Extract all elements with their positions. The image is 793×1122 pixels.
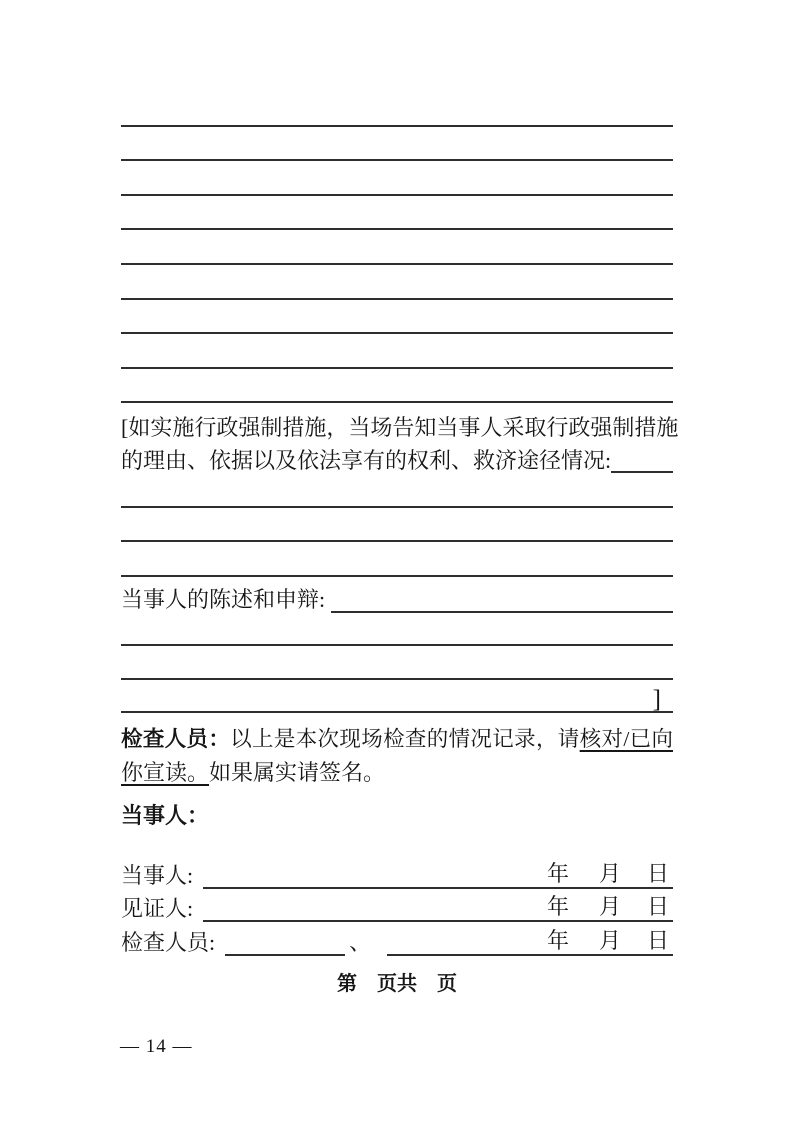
blank-line bbox=[121, 300, 673, 335]
ruled-lines-block-top bbox=[121, 92, 673, 403]
signature-label-witness: 见证人: bbox=[121, 896, 194, 921]
inspector-notice-label: 检查人员： bbox=[121, 727, 231, 751]
signature-label-inspectors: 检查人员: bbox=[121, 930, 216, 955]
month-label: 月 bbox=[598, 928, 621, 953]
signature-row-party bbox=[121, 856, 673, 889]
blank-line bbox=[121, 369, 673, 404]
year-label: 年 bbox=[546, 928, 569, 953]
blank-line bbox=[121, 646, 673, 679]
inspector-notice-text1: 以上是本次现场检查的情况记录，请 bbox=[230, 727, 580, 751]
signature-line-party bbox=[203, 861, 673, 889]
blank-line bbox=[121, 613, 673, 646]
ruled-lines-block-middle2 bbox=[121, 613, 673, 713]
blank-line bbox=[121, 92, 673, 127]
enforcement-clause-line2: 的理由、依据以及依法享有的权利、救济途径情况: bbox=[121, 448, 612, 473]
inspector-notice-line1 bbox=[121, 722, 673, 756]
party-heading: 当事人： bbox=[121, 803, 210, 828]
month-label: 月 bbox=[598, 861, 621, 886]
blank-line bbox=[121, 473, 673, 508]
signature-row-witness bbox=[121, 889, 673, 922]
month-label: 月 bbox=[598, 894, 621, 919]
blank-line bbox=[121, 127, 673, 162]
signature-line-inspector2 bbox=[387, 928, 673, 956]
inspector-notice-underlined1: 核对/已向 bbox=[579, 727, 673, 751]
inspector-notice-text2: 如果属实请签名。 bbox=[209, 760, 386, 785]
day-label: 日 bbox=[646, 928, 669, 953]
signature-line-inspector1 bbox=[225, 954, 345, 956]
inspector-notice-underlined2: 你宣读。 bbox=[121, 760, 210, 785]
blank-line bbox=[121, 542, 673, 577]
blank-line bbox=[121, 230, 673, 265]
year-label: 年 bbox=[546, 894, 569, 919]
enforcement-clause-line2-row bbox=[121, 448, 673, 473]
enforcement-clause-line1: [如实施行政强制措施，当场告知当事人采取行政强制措施 bbox=[121, 415, 679, 440]
inspector-separator: 、 bbox=[349, 930, 372, 955]
signature-line-witness bbox=[203, 894, 673, 922]
blank-line bbox=[121, 680, 673, 713]
year-label: 年 bbox=[546, 861, 569, 886]
statement-label: 当事人的陈述和申辩: bbox=[121, 587, 326, 612]
page-count-footer: 第 页共 页 bbox=[337, 973, 457, 995]
ruled-lines-block-middle1 bbox=[121, 473, 673, 577]
blank-line bbox=[121, 196, 673, 231]
statement-row bbox=[121, 586, 673, 613]
blank-line bbox=[121, 334, 673, 369]
closing-bracket: ] bbox=[652, 685, 661, 713]
page-number: — 14 — bbox=[120, 1036, 193, 1057]
day-label: 日 bbox=[646, 861, 669, 886]
signature-row-inspectors bbox=[121, 922, 673, 956]
blank-line bbox=[121, 265, 673, 300]
day-label: 日 bbox=[646, 894, 669, 919]
signature-label-party: 当事人: bbox=[121, 863, 194, 888]
blank-line bbox=[121, 161, 673, 196]
blank-line bbox=[121, 508, 673, 543]
inspector-notice-line2 bbox=[121, 756, 673, 790]
